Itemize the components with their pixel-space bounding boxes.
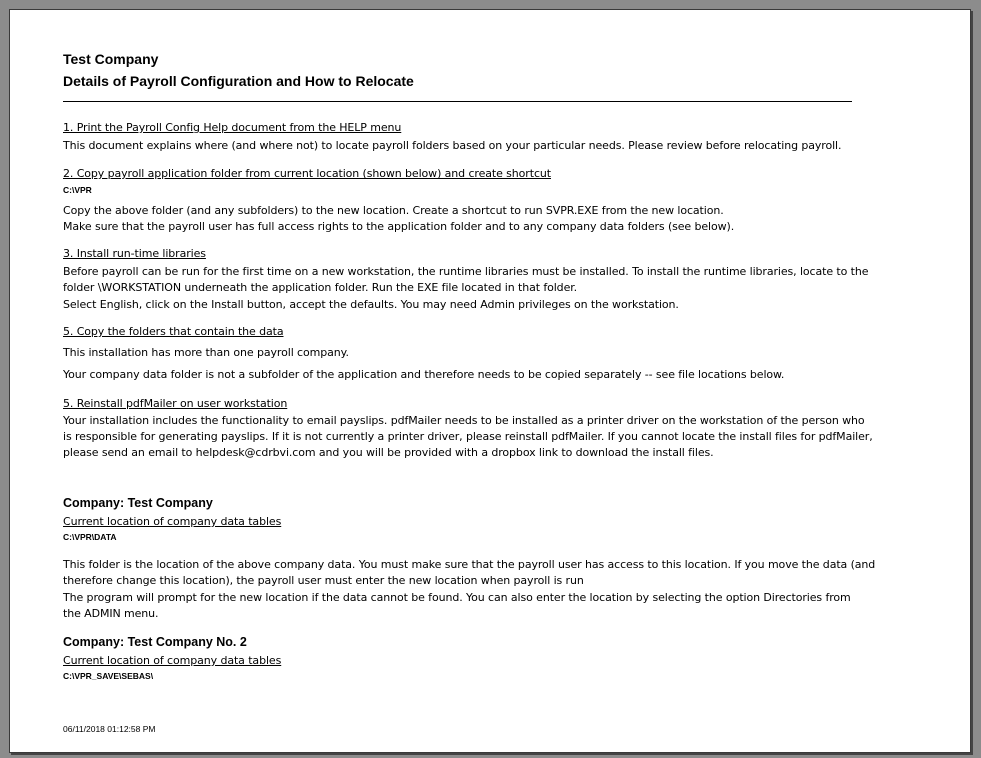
- section-3-line-1: Before payroll can be run for the first time on a new workstation, the runtime libraries must be installed. To install the runtime libraries, locate to the: [63, 265, 869, 278]
- section-3-line-2: folder \WORKSTATION underneath the application folder. Run the EXE file located in that folder.: [63, 281, 578, 294]
- section-5-line-3: please send an email to helpdesk@cdrbvi.com and you will be provided with a dropbox link to download the install files.: [63, 446, 714, 459]
- company-2-location-label: Current location of company data tables: [63, 654, 282, 667]
- company-title: Test Company: [63, 51, 159, 67]
- section-4-heading: 5. Copy the folders that contain the data: [63, 325, 284, 338]
- application-path: C:\VPR: [63, 185, 92, 195]
- section-2-line-1: Copy the above folder (and any subfolders) to the new location. Create a shortcut to run SVPR.EXE from the new location.: [63, 204, 724, 217]
- section-4-line-2: Your company data folder is not a subfolder of the application and therefore needs to be copied separately -- see file locations below.: [63, 368, 785, 381]
- company-1-line-3: The program will prompt for the new location if the data cannot be found. You can also enter the location by selecting the option Directories from: [63, 591, 851, 604]
- section-1-heading: 1. Print the Payroll Config Help document from the HELP menu: [63, 121, 402, 134]
- company-1-line-2: therefore change this location), the payroll user must enter the new location when payroll is run: [63, 574, 584, 587]
- section-3-heading: 3. Install run-time libraries: [63, 247, 206, 260]
- section-4-line-1: This installation has more than one payroll company.: [63, 346, 349, 359]
- print-timestamp: 06/11/2018 01:12:58 PM: [63, 724, 156, 734]
- company-1-line-4: the ADMIN menu.: [63, 607, 159, 620]
- section-5-heading: 5. Reinstall pdfMailer on user workstation: [63, 397, 288, 410]
- company-2-data-path: C:\VPR_SAVE\SEBAS\: [63, 671, 154, 681]
- section-3-line-3: Select English, click on the Install button, accept the defaults. You may need Admin privileges on the workstation.: [63, 298, 679, 311]
- company-1-location-label: Current location of company data tables: [63, 515, 282, 528]
- section-1-line-1: This document explains where (and where not) to locate payroll folders based on your particular needs. Please review before relocating payroll.: [63, 139, 842, 152]
- company-1-data-path: C:\VPR\DATA: [63, 532, 117, 542]
- title-divider: [63, 101, 852, 102]
- section-2-line-2: Make sure that the payroll user has full access rights to the application folder and to any company data folders (see below).: [63, 220, 735, 233]
- section-2-heading: 2. Copy payroll application folder from current location (shown below) and create shortcut: [63, 167, 551, 180]
- company-1-line-1: This folder is the location of the above company data. You must make sure that the payroll user has access to this location. If you move the data (and: [63, 558, 876, 571]
- company-2-name: Company: Test Company No. 2: [63, 635, 247, 649]
- document-title: Details of Payroll Configuration and How to Relocate: [63, 73, 414, 89]
- section-5-line-1: Your installation includes the functionality to email payslips. pdfMailer needs to be installed as a printer driver on the workstation of the person who: [63, 414, 865, 427]
- section-5-line-2: is responsible for generating payslips. If it is not currently a printer driver, please reinstall pdfMailer. If you cannot locate the install files for pdfMailer,: [63, 430, 873, 443]
- report-page: [9, 9, 971, 753]
- company-1-name: Company: Test Company: [63, 496, 213, 510]
